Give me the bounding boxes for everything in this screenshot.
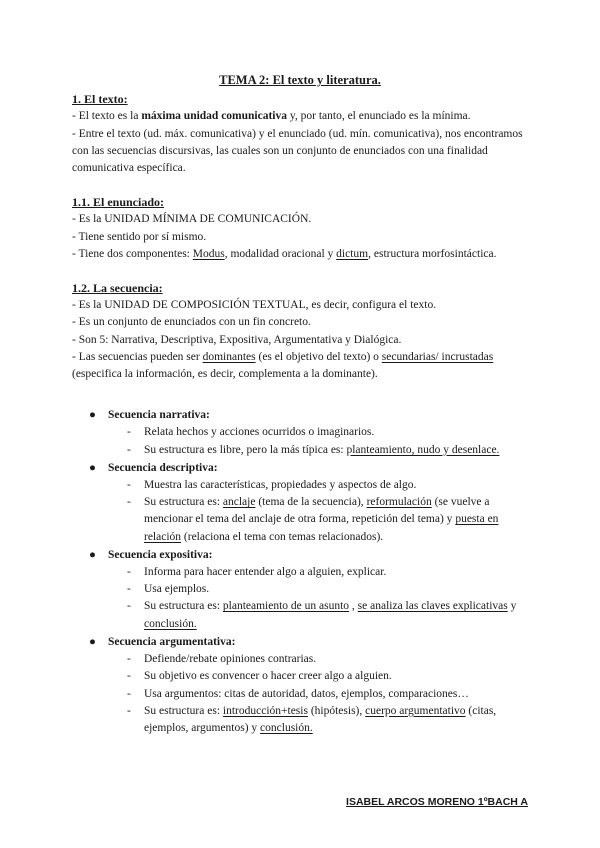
section-1-line-2: - Entre el texto (ud. máx. comunicativa) y el enunciado (ud. mín. comunicativa), nos encontramos con las secuencias discursivas, las cuales son un conjunto de enunciados con una finalidad comunicativa específica. xyxy=(72,127,523,175)
argumentativa-heading: ● Secuencia argumentativa: xyxy=(72,634,528,651)
section-1-heading: 1. El texto: xyxy=(72,92,128,107)
bullet-icon: ● xyxy=(89,548,96,561)
list-item: - Su objetivo es convencer o hacer creer algo a alguien. xyxy=(127,670,392,683)
section-1-1-heading: 1.1. El enunciado: xyxy=(72,195,165,210)
bullet-icon: ● xyxy=(89,409,96,422)
secuencia-line-2: - Es un conjunto de enunciados con un fin concreto. xyxy=(72,316,311,329)
argumentativa-block xyxy=(72,634,528,737)
expositiva-block xyxy=(72,547,528,633)
enunciado-line-3: - Tiene dos componentes: Modus, modalidad oracional y dictum, estructura morfosintáctica. xyxy=(72,247,497,260)
page-title: TEMA 2: El texto y literatura. xyxy=(219,73,381,87)
narrativa-block xyxy=(72,407,528,459)
bullet-icon: ● xyxy=(89,635,96,648)
list-item: - Muestra las características, propiedades y aspectos de algo. xyxy=(127,479,417,492)
enunciado-line-2: - Tiene sentido por sí mismo. xyxy=(72,230,207,243)
secuencia-line-4: - Las secuencias pueden ser dominantes (es el objetivo del texto) o secundarias/ incrustadas (especifica la información, es decir, complementa a la dominante). xyxy=(72,350,494,381)
list-item: - Informa para hacer entender algo a alguien, explicar. xyxy=(127,566,387,579)
section-1-line-1: - El texto es la máxima unidad comunicativa y, por tanto, el enunciado es la mínima. xyxy=(72,110,471,123)
list-item: - Defiende/rebate opiniones contrarias. xyxy=(127,653,317,666)
document-page xyxy=(72,72,528,737)
list-item: - Su estructura es: anclaje (tema de la secuencia), reformulación (se vuelve a mencionar el tema del anclaje de otra forma, repetición del tema) y puesta en relación (relaciona el tema con temas relacionados). xyxy=(127,496,499,543)
narrativa-heading: ● Secuencia narrativa: xyxy=(72,407,528,424)
descriptiva-heading: ● Secuencia descriptiva: xyxy=(72,460,528,477)
section-1-2-heading: 1.2. La secuencia: xyxy=(72,281,163,296)
enunciado-line-1: - Es la UNIDAD MÍNIMA DE COMUNICACIÓN. xyxy=(72,213,312,226)
descriptiva-block xyxy=(72,460,528,546)
list-item: - Su estructura es: introducción+tesis (hipótesis), cuerpo argumentativo (citas, ejemplos, argumentos) y conclusión. xyxy=(127,704,497,734)
bullet-icon: ● xyxy=(89,461,96,474)
secuencia-line-1: - Es la UNIDAD DE COMPOSICIÓN TEXTUAL, es decir, configura el texto. xyxy=(72,299,437,312)
expositiva-heading: ● Secuencia expositiva: xyxy=(72,547,528,564)
secuencia-line-3: - Son 5: Narrativa, Descriptiva, Expositiva, Argumentativa y Dialógica. xyxy=(72,333,402,346)
list-item: - Usa ejemplos. xyxy=(127,583,210,596)
list-item: - Relata hechos y acciones ocurridos o imaginarios. xyxy=(127,426,375,439)
list-item: - Su estructura es: planteamiento de un asunto , se analiza las claves explicativas y conclusión. xyxy=(127,600,517,630)
list-item: - Usa argumentos: citas de autoridad, datos, ejemplos, comparaciones… xyxy=(127,687,469,700)
author-footer: ISABEL ARCOS MORENO 1ºBACH A xyxy=(346,796,528,808)
list-item: - Su estructura es libre, pero la más típica es: planteamiento, nudo y desenlace. xyxy=(127,443,500,456)
